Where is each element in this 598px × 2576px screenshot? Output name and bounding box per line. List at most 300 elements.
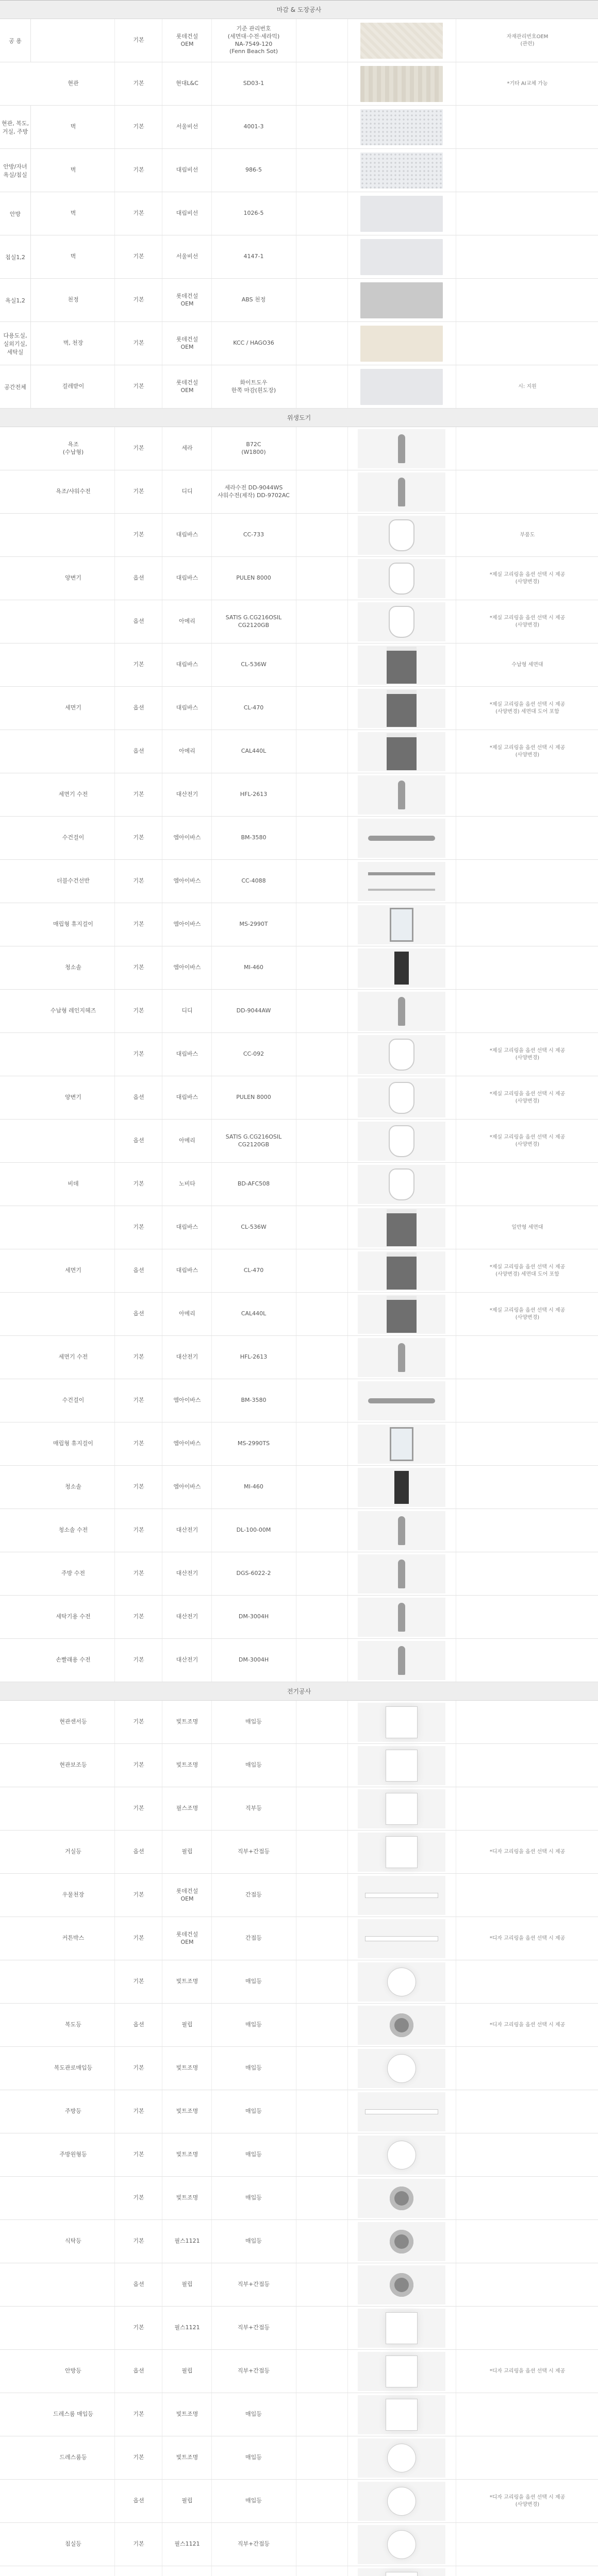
table-row — [0, 427, 598, 470]
location-cell: 커튼박스 — [62, 1935, 85, 1942]
standard-cell: 기본 — [133, 80, 144, 87]
standard-cell: 옵션 — [133, 1267, 144, 1274]
column-divider — [347, 1874, 348, 1917]
product-image-cell — [348, 773, 455, 816]
column-divider — [347, 773, 348, 816]
note-cell — [457, 990, 598, 1032]
note-cell — [457, 1379, 598, 1422]
vanity-icon — [387, 690, 417, 727]
column-divider — [114, 1831, 115, 1873]
manufacturer-cell: 아메리 — [179, 748, 195, 755]
table-row — [0, 860, 598, 903]
location-cell: 천정 — [68, 296, 79, 303]
product-photo — [358, 2136, 445, 2175]
location-cell: 복도관로매입등 — [54, 2064, 93, 2072]
location-cell: 안방등 — [65, 2367, 81, 2375]
column-divider — [114, 2307, 115, 2349]
location-cell — [32, 1960, 114, 2003]
standard-cell: 기본 — [133, 1180, 144, 1188]
product-photo — [358, 1122, 445, 1161]
model-cell: 매입등 — [245, 1978, 262, 1985]
product-photo — [358, 2049, 445, 2088]
table-row — [0, 2566, 598, 2576]
manufacturer-cell: 빛트조명 — [176, 2108, 198, 2115]
table-row — [0, 235, 598, 279]
manufacturer-cell: 대산전기 — [176, 1353, 198, 1361]
product-image-cell — [348, 1960, 455, 2003]
model-cell: 4147-1 — [243, 253, 264, 260]
spot-icon — [390, 2273, 413, 2297]
location-cell: 주방 수전 — [61, 1570, 85, 1577]
manufacturer-cell: 대산전기 — [176, 1527, 198, 1534]
column-divider — [347, 365, 348, 408]
note-cell — [457, 1787, 598, 1830]
model-cell: CL-536W — [241, 1224, 267, 1231]
bowl-icon — [389, 563, 414, 595]
standard-cell: 기본 — [133, 1397, 144, 1404]
model-cell: CAL440L — [241, 1310, 267, 1317]
location-cell: 벽 — [70, 123, 76, 130]
column-divider — [211, 730, 212, 773]
bowl-icon — [389, 606, 414, 638]
column-divider — [114, 1206, 115, 1249]
model-cell: 매입등 — [245, 2497, 262, 2504]
product-image-cell — [348, 600, 455, 643]
column-divider — [211, 2436, 212, 2479]
column-divider — [114, 1249, 115, 1292]
manufacturer-cell: 대림바스 — [176, 574, 198, 582]
product-image-cell — [348, 106, 455, 148]
column-divider — [347, 687, 348, 730]
standard-cell — [115, 2566, 162, 2576]
location-cell: 비데 — [68, 1180, 79, 1188]
product-image-cell — [348, 1787, 455, 1830]
standard-cell: 기본 — [133, 1483, 144, 1490]
column-divider — [211, 557, 212, 600]
column-divider — [347, 2480, 348, 2522]
location-cell — [32, 1033, 114, 1076]
standard-cell: 기본 — [133, 1050, 144, 1058]
section-title: 마감 & 도장공사 — [276, 6, 322, 13]
column-divider — [211, 2566, 212, 2576]
table-row — [0, 730, 598, 773]
standard-cell: 기본 — [133, 1656, 144, 1664]
table-row — [0, 2263, 598, 2307]
spot-icon — [390, 2230, 413, 2253]
column-divider — [211, 106, 212, 148]
product-photo — [358, 1251, 445, 1291]
column-divider — [114, 557, 115, 600]
column-divider — [114, 2047, 115, 2090]
bowl-icon — [389, 519, 414, 551]
product-image-cell — [348, 470, 455, 513]
table-row — [0, 514, 598, 557]
note-cell — [457, 1509, 598, 1552]
product-image-cell — [348, 1596, 455, 1638]
table-row — [0, 2133, 598, 2177]
table-row — [0, 643, 598, 687]
column-divider — [114, 773, 115, 816]
manufacturer-cell: 필립 — [181, 1848, 193, 1855]
column-divider — [114, 1120, 115, 1162]
column-divider — [211, 773, 212, 816]
location-cell: 청소솔 수전 — [58, 1527, 88, 1534]
column-divider — [114, 149, 115, 192]
product-image-cell — [348, 1293, 455, 1335]
product-image-cell — [348, 2523, 455, 2566]
manufacturer-cell: 필립 — [181, 2021, 193, 2028]
column-divider — [211, 1293, 212, 1335]
table-row — [0, 946, 598, 990]
column-divider — [211, 19, 212, 62]
note-cell: *디자 고리링을 옵션 선택 시 제공 — [489, 1935, 566, 1941]
note-cell — [457, 470, 598, 513]
model-cell: 기준 관리번호 (세면대·수전·세라믹) NA-7549-120 (Fenn Beach Sot) — [227, 25, 280, 55]
table-row — [0, 279, 598, 322]
product-image-cell — [348, 557, 455, 600]
model-cell: 매입등 — [245, 2151, 262, 2158]
manufacturer-cell: 빛트조명 — [176, 1718, 198, 1725]
manufacturer-cell: 노비타 — [179, 1180, 195, 1188]
squarelight-icon — [386, 2572, 417, 2576]
standard-cell: 기본 — [133, 1891, 144, 1899]
location-cell: 드레스룸 매입등 — [53, 2411, 93, 2418]
location-cell: 현관보조등 — [59, 1761, 87, 1769]
model-cell: MS-2990TS — [237, 1440, 270, 1447]
product-photo — [358, 1746, 445, 1785]
note-cell: *제실 고리링을 옵션 선택 시 제공 (사양변경) — [489, 1134, 566, 1147]
column-divider — [114, 62, 115, 105]
manufacturer-cell: 필스1121 — [174, 2238, 200, 2245]
manufacturer-cell: 대림비선 — [176, 166, 198, 174]
location-cell: 욕조/샤워수전 — [56, 488, 91, 495]
bar-icon — [368, 836, 435, 841]
column-divider — [211, 1874, 212, 1917]
faucet-icon — [398, 434, 405, 463]
column-divider — [347, 1466, 348, 1509]
product-photo — [358, 1381, 445, 1420]
table-row — [0, 1596, 598, 1639]
table-row — [0, 2090, 598, 2133]
column-divider — [114, 1033, 115, 1076]
manufacturer-cell: 대산전기 — [176, 1613, 198, 1620]
product-image-cell — [348, 365, 455, 408]
table-row — [0, 2350, 598, 2393]
note-cell: *제실 고리링을 옵션 선택 시 제공 (사양변경) 세면대 도어 포함 — [489, 1264, 566, 1277]
table-row — [0, 1701, 598, 1744]
vanity-icon — [387, 733, 417, 770]
column-divider — [347, 903, 348, 946]
column-divider — [114, 470, 115, 513]
location-cell: 손빨래용 수전 — [56, 1656, 91, 1664]
product-photo — [358, 2222, 445, 2261]
column-divider — [211, 192, 212, 235]
vanity-icon — [387, 1209, 417, 1246]
product-photo — [358, 2092, 445, 2131]
column-divider — [114, 19, 115, 62]
table-row — [0, 106, 598, 149]
product-image-cell — [348, 1249, 455, 1292]
note-cell: 수납형 세면대 — [511, 662, 543, 668]
column-divider — [211, 817, 212, 859]
column-divider — [114, 365, 115, 408]
note-cell — [457, 1466, 598, 1509]
column-divider — [211, 322, 212, 365]
column-divider — [211, 1336, 212, 1379]
product-image-cell — [348, 149, 455, 192]
table-row — [0, 62, 598, 106]
product-photo — [358, 948, 445, 988]
manufacturer-cell: 필스1121 — [174, 2324, 200, 2331]
product-image-cell — [348, 1379, 455, 1422]
shelf-icon — [368, 872, 435, 891]
product-image-cell — [348, 2004, 455, 2046]
model-cell: 매입등 — [245, 1718, 262, 1725]
note-cell: *제실 고리링을 옵션 선택 시 제공 (사양변경) 세면대 도어 포함 — [489, 702, 566, 715]
column-divider — [347, 1787, 348, 1830]
column-divider — [211, 2047, 212, 2090]
column-divider — [211, 1422, 212, 1465]
squarelight-icon — [386, 1793, 417, 1824]
product-photo — [358, 1554, 445, 1594]
model-cell: 4001-3 — [243, 123, 264, 130]
product-photo — [358, 1468, 445, 1507]
standard-cell: 기본 — [133, 2194, 144, 2201]
model-cell: CC-4088 — [241, 877, 266, 885]
column-divider — [347, 1596, 348, 1638]
column-divider — [114, 946, 115, 989]
product-photo — [358, 2568, 445, 2576]
note-cell: *제실 고리링을 옵션 선택 시 제공 (사양변경) — [489, 572, 566, 585]
manufacturer-cell: 아메리 — [179, 1137, 195, 1144]
model-cell: MI-460 — [244, 964, 263, 971]
table-row — [0, 2220, 598, 2263]
column-divider — [211, 2090, 212, 2133]
location-cell: 청소솔 — [65, 1483, 81, 1490]
manufacturer-cell: 롯데건설 OEM — [176, 292, 198, 307]
column-divider — [347, 2133, 348, 2176]
table-row — [0, 2393, 598, 2436]
column-divider — [211, 2263, 212, 2306]
product-photo — [358, 2482, 445, 2521]
model-cell: 화이트도우 한쪽 마감(흰도장) — [231, 379, 276, 394]
manufacturer-cell: 롯데건설 OEM — [176, 379, 198, 394]
note-cell: 부품도 — [520, 532, 535, 538]
column-divider — [211, 2220, 212, 2263]
standard-cell: 기본 — [133, 921, 144, 928]
column-divider — [347, 946, 348, 989]
column-divider — [114, 1639, 115, 1682]
squarelight-icon — [386, 2313, 417, 2344]
column-divider — [211, 2480, 212, 2522]
column-divider — [211, 1163, 212, 1206]
column-divider — [347, 2047, 348, 2090]
manufacturer-cell: 롯데건설 OEM — [176, 32, 198, 47]
column-divider — [211, 235, 212, 278]
column-divider — [347, 514, 348, 556]
column-divider — [347, 1639, 348, 1682]
linear-icon — [366, 1937, 438, 1941]
faucet-icon — [398, 997, 405, 1026]
column-divider — [211, 990, 212, 1032]
note-cell: *기타 AI교체 가능 — [507, 80, 548, 87]
column-divider — [211, 1033, 212, 1076]
product-photo — [358, 1876, 445, 1915]
column-divider — [347, 1379, 348, 1422]
table-row — [0, 1874, 598, 1917]
column-divider — [347, 2220, 348, 2263]
model-cell: DM-3004H — [238, 1613, 269, 1620]
standard-cell: 기본 — [133, 445, 144, 452]
category-cell: 다용도실, 실외기실, 세탁실 — [0, 322, 31, 365]
location-cell — [32, 2566, 114, 2576]
table-row — [0, 2307, 598, 2350]
column-divider — [114, 514, 115, 556]
standard-cell: 기본 — [133, 1935, 144, 1942]
note-cell — [457, 1744, 598, 1787]
product-image-cell — [348, 2220, 455, 2263]
product-image-cell — [348, 1552, 455, 1595]
section-title: 전기공사 — [287, 1688, 311, 1695]
model-cell: 간접등 — [245, 1935, 262, 1942]
standard-cell: 기본 — [133, 2324, 144, 2331]
model-cell: 986-5 — [245, 166, 262, 174]
column-divider — [211, 2307, 212, 2349]
note-cell — [457, 1552, 598, 1595]
section-title: 위생도기 — [287, 414, 311, 421]
product-image-cell — [348, 1422, 455, 1465]
column-divider — [347, 1206, 348, 1249]
note-cell — [457, 860, 598, 903]
column-divider — [114, 1336, 115, 1379]
table-row — [0, 1033, 598, 1076]
note-cell: *디자 고리링을 옵션 선택 시 제공 (사양변경) — [489, 2495, 566, 2507]
product-photo — [358, 775, 445, 815]
column-divider — [211, 2523, 212, 2566]
manufacturer-cell: 엠아이바스 — [173, 834, 201, 841]
product-image-cell — [348, 730, 455, 773]
model-cell: MI-460 — [244, 1483, 263, 1490]
location-cell — [32, 1293, 114, 1335]
column-divider — [114, 1960, 115, 2003]
manufacturer-cell — [163, 2566, 211, 2576]
product-photo — [358, 1208, 445, 1247]
product-photo — [358, 559, 445, 598]
squarelight-icon — [386, 2399, 417, 2430]
manufacturer-cell: 빛트조명 — [176, 2151, 198, 2158]
location-cell: 우물천장 — [62, 1891, 85, 1899]
table-row — [0, 1831, 598, 1874]
location-cell: 양변기 — [65, 574, 81, 582]
faucet-icon — [398, 1646, 405, 1675]
location-cell: 수납형 레인지헤즈 — [50, 1007, 96, 1014]
vanity-icon — [387, 1252, 417, 1290]
product-image-cell — [348, 427, 455, 470]
dark-icon — [394, 952, 409, 985]
category-cell: 공간전체 — [0, 365, 31, 409]
location-cell: 욕조 (수납형) — [62, 440, 84, 455]
manufacturer-cell: 대림비선 — [176, 210, 198, 217]
product-image-cell — [348, 1917, 455, 1960]
note-cell — [457, 2263, 598, 2306]
product-image-cell — [348, 1639, 455, 1682]
model-cell: HFL-2613 — [240, 1353, 268, 1361]
product-image-cell — [348, 2307, 455, 2349]
material-swatch — [360, 239, 443, 275]
standard-cell: 기본 — [133, 877, 144, 885]
standard-cell: 기본 — [133, 2064, 144, 2072]
column-divider — [347, 235, 348, 278]
table-row — [0, 1787, 598, 1831]
bowl-icon — [389, 1039, 414, 1071]
section-header — [0, 1682, 598, 1701]
section-header — [0, 409, 598, 427]
model-cell: 세라수전 DD-9044WS 샤워수전(제작) DD-9702AC — [218, 484, 290, 499]
column-divider — [347, 1033, 348, 1076]
product-image-cell — [348, 1120, 455, 1162]
standard-cell: 기본 — [133, 488, 144, 495]
standard-cell: 기본 — [133, 253, 144, 260]
manufacturer-cell: 엠아이바스 — [173, 1483, 201, 1490]
standard-cell: 기본 — [133, 2540, 144, 2548]
roundlight-icon — [388, 2055, 416, 2082]
column-divider — [114, 600, 115, 643]
model-cell: 직부등 — [245, 1805, 262, 1812]
product-image-cell — [348, 514, 455, 556]
manufacturer-cell: 빛트조명 — [176, 1761, 198, 1769]
product-image-cell — [348, 860, 455, 903]
column-divider — [347, 2436, 348, 2479]
table-row — [0, 19, 598, 62]
column-divider — [347, 2090, 348, 2133]
location-cell: 양변기 — [65, 1094, 81, 1101]
table-row — [0, 817, 598, 860]
column-divider — [347, 600, 348, 643]
model-cell: DL-100-00M — [236, 1527, 271, 1534]
column-divider — [211, 1249, 212, 1292]
product-image-cell — [348, 643, 455, 686]
location-cell: 청소솔 — [65, 964, 81, 971]
manufacturer-cell: 대산전기 — [176, 791, 198, 798]
manufacturer-cell: 필립 — [181, 2281, 193, 2288]
column-divider — [347, 860, 348, 903]
column-divider — [114, 2220, 115, 2263]
column-divider — [347, 2263, 348, 2306]
table-row — [0, 2436, 598, 2480]
product-photo — [358, 1165, 445, 1204]
product-photo — [358, 516, 445, 555]
table-row — [0, 1422, 598, 1466]
product-photo — [358, 689, 445, 728]
table-row — [0, 1336, 598, 1379]
product-image-cell — [348, 2090, 455, 2133]
product-photo — [358, 1962, 445, 2002]
table-row — [0, 1917, 598, 1960]
column-divider — [347, 149, 348, 192]
model-cell: BM-3580 — [241, 1397, 267, 1404]
column-divider — [114, 687, 115, 730]
material-swatch — [360, 66, 443, 102]
note-cell — [457, 1874, 598, 1917]
table-row — [0, 1466, 598, 1509]
column-divider — [114, 1552, 115, 1595]
note-cell — [457, 1639, 598, 1682]
manufacturer-cell: 엠아이바스 — [173, 921, 201, 928]
table-row — [0, 1379, 598, 1422]
model-cell: BM-3580 — [241, 834, 267, 841]
column-divider — [114, 1293, 115, 1335]
standard-cell: 기본 — [133, 1440, 144, 1447]
